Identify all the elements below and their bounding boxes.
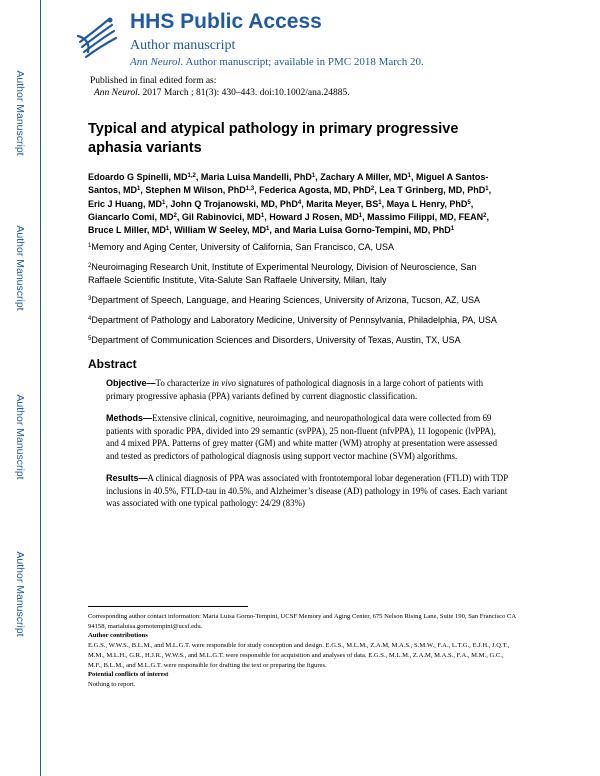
- abstract-objective: [88, 377, 508, 402]
- methods-label: Methods—: [106, 413, 152, 424]
- author-separator: ,: [362, 211, 368, 222]
- author-separator: ,: [140, 185, 146, 196]
- affiliation-number: 2: [88, 263, 92, 270]
- published-label: Published in final edited form as:: [90, 76, 217, 86]
- author-list: [88, 171, 508, 237]
- author-separator: ,: [176, 211, 182, 222]
- author-separator: , and: [269, 225, 293, 236]
- author-name: Zachary A Miller, MD: [320, 172, 408, 182]
- author-separator: ,: [264, 211, 270, 222]
- author-affiliation-marker: 1: [378, 199, 382, 206]
- affiliation-text: Department of Speech, Language, and Hearing Sciences, University of Arizona, Tucson, AZ, USA: [91, 295, 481, 306]
- author-affiliation-marker: 1: [162, 199, 166, 206]
- author-separator: ,: [195, 172, 201, 182]
- author-separator: ,: [169, 225, 175, 236]
- author-manuscript-subtitle: Author manuscript: [130, 38, 236, 53]
- author-separator: ,: [470, 198, 474, 209]
- author-affiliation-marker: 1,2: [187, 173, 196, 179]
- author-name: Gil Rabinovici, MD: [181, 211, 261, 222]
- author-name: Massimo Filippi, MD, FEAN: [367, 211, 484, 222]
- author-separator: ,: [315, 172, 321, 182]
- affiliation-number: 3: [88, 296, 92, 303]
- citation-journal: Ann Neurol.: [94, 88, 141, 98]
- author-affiliation-marker: 1,3: [245, 186, 255, 193]
- objective-text-italic: in vivo: [212, 378, 236, 389]
- author-affiliation-marker: 1: [311, 173, 316, 179]
- affiliation-number: 5: [88, 336, 92, 343]
- hhs-public-access-title: HHS Public Access: [130, 10, 322, 33]
- sidebar-label-4: Author Manuscript: [14, 551, 26, 637]
- results-label: Results—: [106, 473, 148, 484]
- author-affiliation-marker: 1: [358, 212, 363, 219]
- affiliation-number: 1: [88, 243, 92, 250]
- author-name: Bruce L Miller, MD: [88, 225, 166, 236]
- affiliation-text: Neuroimaging Research Unit, Institute of Experimental Neurology, Division of Neuroscience, San Raffaele Scientific Institute, Vita-Salute San Raffaele University, Milan, Italy: [88, 262, 477, 286]
- author-name: Maria Luisa Gorno-Tempini, MD, PhD: [292, 225, 451, 236]
- author-name: Howard J Rosen, MD: [269, 211, 359, 222]
- author-name: Lea T Grinberg, MD, PhD: [379, 185, 486, 196]
- author-affiliation-marker: 1: [266, 226, 270, 233]
- author-name: Federica Agosta, MD, PhD: [259, 185, 371, 196]
- author-separator: ,: [374, 185, 380, 196]
- methods-text: Extensive clinical, cognitive, neuroimaging, and neuropathological data were collected from 69 patients with sporadic PPA, divided into 29 semantic (svPPA), 25 non-fluent (nfvPPA), 11 logopenic (lvPPA), and 4 mixed PPA. Patterns of grey matter (GM) and white matter (WM) atrophy at presentation were assessed and tested as predictors of pathological diagnosis using support vector machine (SVM) algorithms.: [106, 413, 498, 461]
- author-name: Edoardo G Spinelli, MD: [88, 172, 188, 182]
- affiliation-item: [88, 261, 508, 287]
- sidebar-label-1: Author Manuscript: [14, 70, 26, 156]
- affiliation-item: [88, 314, 508, 327]
- contributions-heading: Author contributions: [88, 632, 148, 640]
- author-affiliation-marker: 2: [370, 186, 375, 193]
- author-affiliation-marker: 5: [467, 199, 471, 206]
- affiliation-text: Department of Communication Sciences and Disorders, University of Texas, Austin, TX, USA: [91, 335, 461, 346]
- sidebar-label-3: Author Manuscript: [14, 394, 26, 480]
- affiliation-item: [88, 334, 508, 347]
- author-affiliation-marker: 2: [173, 212, 177, 219]
- objective-label: Objective—: [106, 378, 156, 389]
- author-separator: ,: [301, 198, 307, 209]
- availability-journal: Ann Neurol.: [130, 56, 184, 68]
- author-name: Stephen M Wilson, PhD: [145, 185, 246, 196]
- affiliation-text: Department of Pathology and Laboratory Medicine, University of Pennsylvania, Philadelphia, PA, USA: [91, 315, 497, 326]
- abstract-results: [88, 472, 508, 510]
- citation-details: 2017 March ; 81(3): 430–443. doi:10.1002/ana.24885.: [140, 88, 350, 98]
- author-separator: ,: [381, 198, 387, 209]
- author-affiliation-marker: 1: [450, 226, 455, 233]
- author-name: John Q Trojanowski, MD, PhD: [170, 198, 298, 209]
- publication-info: [90, 75, 350, 99]
- affiliation-item: [88, 241, 508, 254]
- affiliation-text: Memory and Aging Center, University of California, San Francisco, CA, USA: [91, 242, 394, 253]
- affiliation-number: 4: [88, 316, 92, 323]
- results-text: A clinical diagnosis of PPA was associated with frontotemporal lobar degeneration (FTLD) with TDP inclusions in 40.5%, FTLD-tau in 40.5%, and Alzheimer’s disease (AD) pathology in 19% of cases. Each variant was associated with one typical pathology: 24/29 (83%): [106, 473, 508, 509]
- affiliation-list: [88, 241, 508, 347]
- author-manuscript-sidebar: [0, 0, 41, 776]
- author-affiliation-marker: 1: [485, 186, 489, 193]
- availability-line: [130, 56, 424, 68]
- author-separator: ,: [488, 185, 492, 196]
- author-affiliation-marker: 1: [137, 186, 141, 193]
- author-name: Miguel A Santos-Santos, MD: [88, 172, 489, 196]
- availability-text: Author manuscript; available in PMC 2018 March 20.: [183, 56, 424, 68]
- corresponding-author-note: Corresponding author contact information: Maria Luisa Gorno-Tempini, UCSF Memory and Aging Center, 675 Nelson Rising Lane, Suite 190, San Francisco CA 94158, marialuisa.gornotempini@ucsf.edu.: [88, 613, 516, 630]
- objective-text-post: signatures of pathological diagnosis in a large cohort of patients with primary progressive aphasia (PPA) variants defined by current diagnostic classification.: [106, 378, 484, 401]
- author-name: Marita Meyer, BS: [306, 198, 379, 209]
- author-separator: ,: [486, 211, 489, 222]
- abstract-methods: [88, 412, 508, 462]
- abstract-heading: Abstract: [88, 357, 137, 372]
- conflicts-text: Nothing to report.: [88, 680, 136, 688]
- objective-text-pre: To characterize: [155, 378, 213, 389]
- author-separator: ,: [165, 198, 171, 209]
- author-affiliation-marker: 2: [483, 212, 487, 219]
- author-separator: ,: [254, 185, 260, 196]
- author-affiliation-marker: 1: [165, 226, 170, 233]
- author-name: Maria Luisa Mandelli, PhD: [200, 172, 312, 182]
- hhs-eagle-logo-icon: [74, 12, 120, 62]
- author-affiliation-marker: 1: [260, 212, 265, 219]
- author-name: Giancarlo Comi, MD: [88, 211, 174, 222]
- author-name: Eric J Huang, MD: [88, 198, 163, 209]
- sidebar-label-2: Author Manuscript: [14, 225, 26, 311]
- conflicts-heading: Potential conflicts of interest: [88, 671, 169, 679]
- author-name: Maya L Henry, PhD: [386, 198, 468, 209]
- footnotes: [88, 612, 518, 690]
- citation-line: [90, 87, 350, 99]
- author-affiliation-marker: 4: [297, 199, 302, 206]
- author-name: William W Seeley, MD: [174, 225, 266, 236]
- contributions-text: E.G.S., W.W.S., B.L.M., and M.L.G.T. were responsible for study conception and design. E.G.S., M.L.M., Z.A.M, M.A.S., S.M.W., F.A., L.T.G., E.J.H., J.Q.T., M.M., M.L.H., G.R., H.J.R., W.W.S., and M.L.G.T. were responsible for acquisition and analyses of data. E.G.S., M.L.M., Z.A.M, M.A.S., F.A., M.M., G.C., M.F., B.L.M., and M.L.G.T. were responsible for drafting the text or preparing the figures.: [88, 642, 510, 669]
- author-affiliation-marker: 1: [407, 173, 411, 179]
- article-content: [88, 120, 508, 520]
- footnote-rule: [88, 606, 248, 607]
- affiliation-item: [88, 294, 508, 307]
- article-title: Typical and atypical pathology in primary progressive aphasia variants: [88, 121, 459, 156]
- author-separator: ,: [410, 172, 416, 182]
